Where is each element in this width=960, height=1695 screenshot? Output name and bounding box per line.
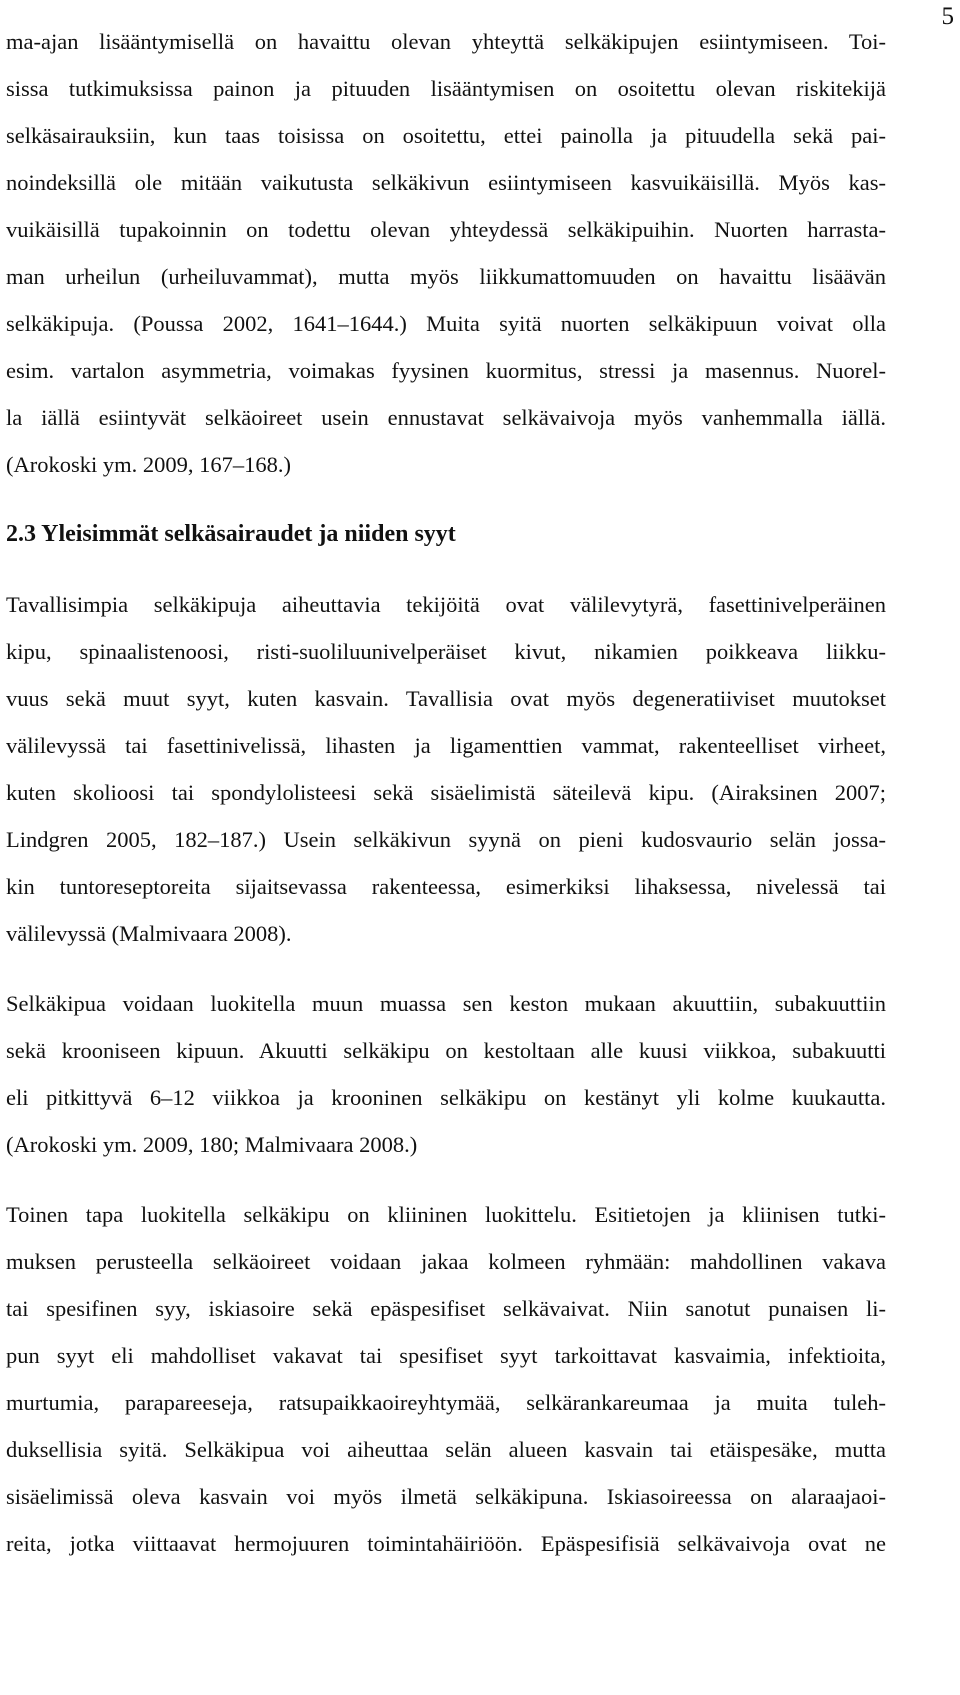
- text-line: reita, jotka viittaavat hermojuuren toimintahäiriöön. Epäspesifisiä selkävaivoja ovat ne: [6, 1531, 886, 1556]
- text-line: esim. vartalon asymmetria, voimakas fyysinen kuormitus, stressi ja masennus. Nuorel-: [6, 358, 886, 383]
- section-heading: 2.3 Yleisimmät selkäsairaudet ja niiden syyt: [6, 521, 456, 547]
- text-line: eli pitkittyvä 6–12 viikkoa ja krooninen selkäkipu on kestänyt yli kolme kuukautta.: [6, 1085, 886, 1110]
- text-line: Toinen tapa luokitella selkäkipu on kliininen luokittelu. Esitietojen ja kliinisen tutki-: [6, 1202, 886, 1227]
- text-line: murtumia, parapareeseja, ratsupaikkaoireyhtymää, selkärankareumaa ja muita tuleh-: [6, 1390, 886, 1415]
- text-line: sissa tutkimuksissa painon ja pituuden lisääntymisen on osoitettu olevan riskitekijä: [6, 76, 886, 101]
- paragraph-gap: [6, 488, 886, 511]
- paragraph-back-pain-risk-factors: [6, 18, 886, 488]
- page-number: 5: [941, 3, 954, 30]
- text-line: pun syyt eli mahdolliset vakavat tai spesifiset syyt tarkoittavat kasvaimia, infektioita,: [6, 1343, 886, 1368]
- text-line: välilevyssä (Malmivaara 2008).: [6, 921, 292, 946]
- text-line: sisäelimissä oleva kasvain voi myös ilmetä selkäkipuna. Iskiasoireessa on alaraajaoi-: [6, 1484, 886, 1509]
- text-line: muksen perusteella selkäoireet voidaan jakaa kolmeen ryhmään: mahdollinen vakava: [6, 1249, 886, 1274]
- text-line: sekä krooniseen kipuun. Akuutti selkäkipu on kestoltaan alle kuusi viikkoa, subakuutti: [6, 1038, 886, 1063]
- text-line: vuus sekä muut syyt, kuten kasvain. Tavallisia ovat myös degeneratiiviset muutokset: [6, 686, 886, 711]
- page-content: [6, 18, 886, 1567]
- paragraph-gap: [6, 1168, 886, 1191]
- paragraph-pain-duration-classification: [6, 980, 886, 1168]
- text-line: kipu, spinaalistenoosi, risti-suoliluunivelperäiset kivut, nikamien poikkeava liikku-: [6, 639, 886, 664]
- text-line: noindeksillä ole mitään vaikutusta selkäkivun esiintymiseen kasvuikäisillä. Myös kas-: [6, 170, 886, 195]
- text-line: (Arokoski ym. 2009, 180; Malmivaara 2008.): [6, 1132, 418, 1157]
- text-line: ma-ajan lisääntymisellä on havaittu olevan yhteyttä selkäkipujen esiintymiseen. Toi-: [6, 29, 886, 54]
- text-line: kuten skolioosi tai spondylolisteesi sekä sisäelimistä säteilevä kipu. (Airaksinen 2007;: [6, 780, 886, 805]
- paragraph-clinical-classification: [6, 1191, 886, 1567]
- paragraph-gap: [6, 957, 886, 980]
- text-line: selkäkipuja. (Poussa 2002, 1641–1644.) Muita syitä nuorten selkäkipuun voivat olla: [6, 311, 886, 336]
- text-line: välilevyssä tai fasettinivelissä, lihasten ja ligamenttien vammat, rakenteelliset virheet,: [6, 733, 886, 758]
- text-line: kin tuntoreseptoreita sijaitsevassa rakenteessa, esimerkiksi lihaksessa, nivelessä tai: [6, 874, 886, 899]
- text-line: la iällä esiintyvät selkäoireet usein ennustavat selkävaivoja myös vanhemmalla iällä.: [6, 405, 886, 430]
- text-line: duksellisia syitä. Selkäkipua voi aiheuttaa selän alueen kasvain tai etäispesäke, mutta: [6, 1437, 886, 1462]
- text-line: tai spesifinen syy, iskiasoire sekä epäspesifiset selkävaivat. Niin sanotut punaisen li-: [6, 1296, 886, 1321]
- text-line: Tavallisimpia selkäkipuja aiheuttavia tekijöitä ovat välilevytyrä, fasettinivelperäinen: [6, 592, 886, 617]
- text-line: (Arokoski ym. 2009, 167–168.): [6, 452, 291, 477]
- paragraph-gap: [6, 558, 886, 581]
- paragraph-common-back-disorders: [6, 581, 886, 957]
- text-line: selkäsairauksiin, kun taas toisissa on osoitettu, ettei painolla ja pituudella sekä pai-: [6, 123, 886, 148]
- text-line: Selkäkipua voidaan luokitella muun muassa sen keston mukaan akuuttiin, subakuuttiin: [6, 991, 886, 1016]
- text-line: vuikäisillä tupakoinnin on todettu olevan yhteydessä selkäkipuihin. Nuorten harrasta-: [6, 217, 886, 242]
- text-line: Lindgren 2005, 182–187.) Usein selkäkivun syynä on pieni kudosvaurio selän jossa-: [6, 827, 886, 852]
- text-line: man urheilun (urheiluvammat), mutta myös liikkumattomuuden on havaittu lisäävän: [6, 264, 886, 289]
